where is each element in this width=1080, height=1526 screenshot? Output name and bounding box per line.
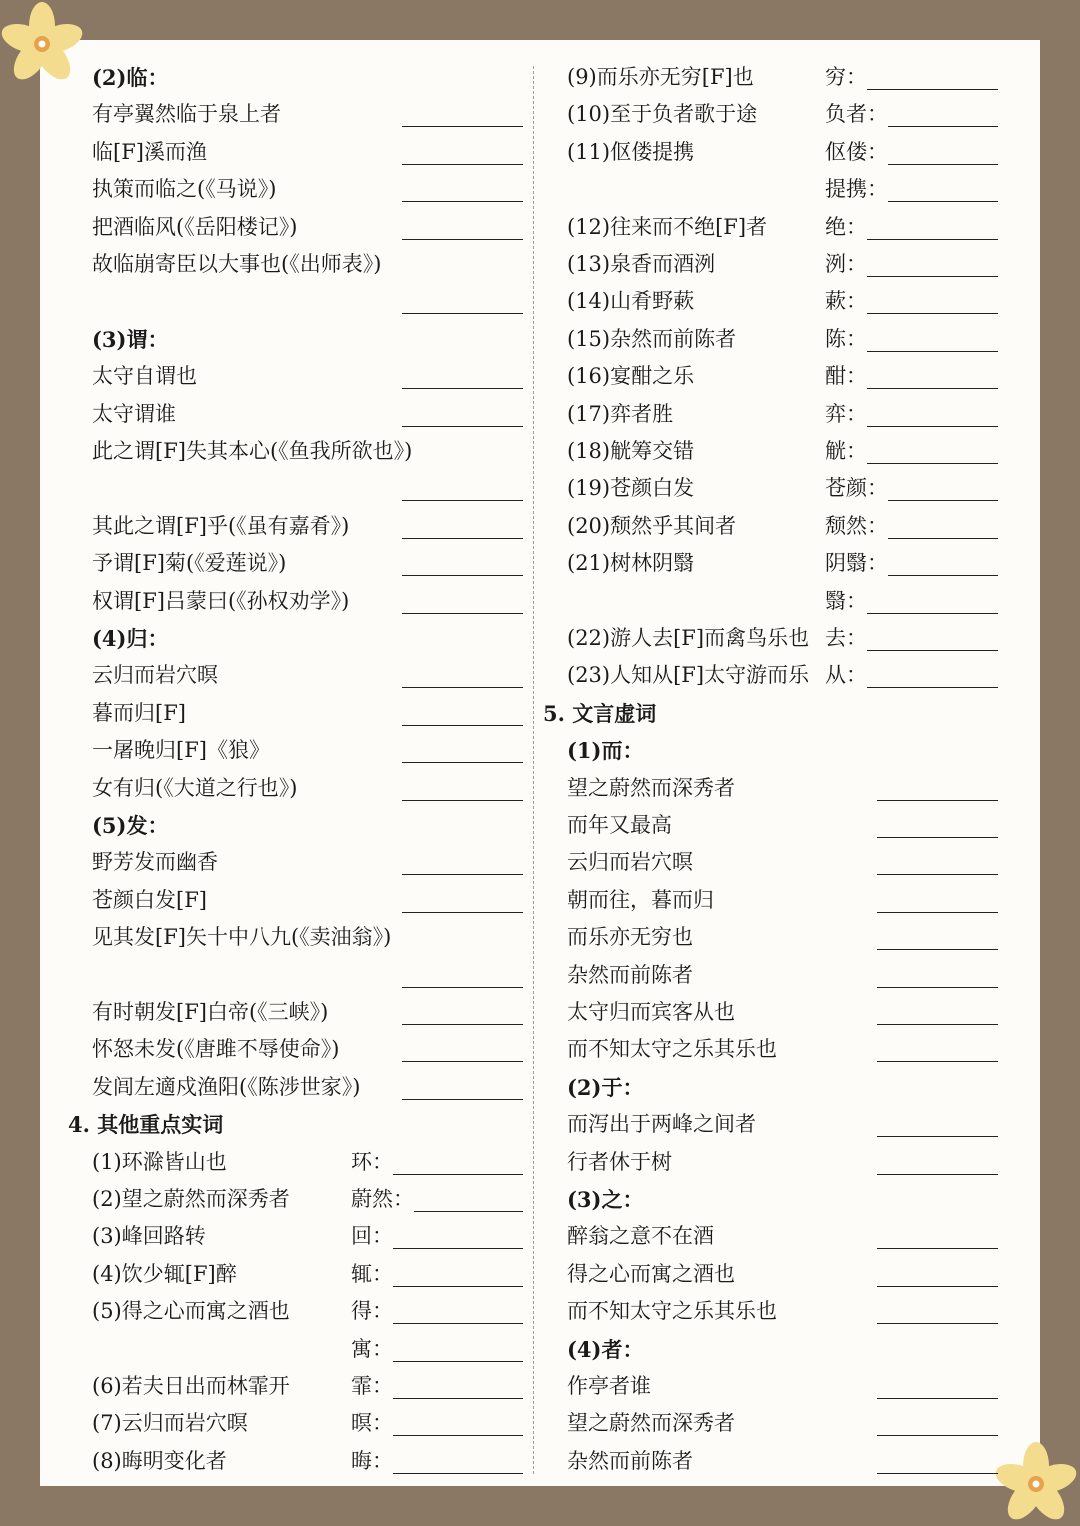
answer-blank[interactable] <box>867 276 998 277</box>
answer-blank[interactable] <box>867 388 998 389</box>
answer-blank[interactable] <box>867 313 998 314</box>
subsection-heading <box>567 1069 998 1106</box>
exercise-row <box>92 1181 523 1218</box>
exercise-row <box>567 994 998 1031</box>
row-text: (8)晦明变化者 <box>92 1448 227 1473</box>
exercise-row <box>92 209 523 246</box>
answer-blank[interactable] <box>402 687 523 688</box>
exercise-row <box>92 919 523 956</box>
answer-label: 洌： <box>825 252 867 276</box>
exercise-row <box>567 171 998 208</box>
exercise-row <box>567 1031 998 1068</box>
answer-label: 晦： <box>351 1448 393 1473</box>
answer-blank[interactable] <box>402 538 523 539</box>
exercise-row <box>92 134 523 171</box>
exercise-row <box>567 1293 998 1330</box>
row-text: (3)谓： <box>92 326 169 352</box>
exercise-row <box>92 1031 523 1068</box>
answer-blank[interactable] <box>402 201 523 202</box>
row-text: 而年又最高 <box>567 813 672 837</box>
exercise-row <box>92 1368 523 1405</box>
row-text: 怀怒未发(《唐雎不辱使命》) <box>92 1037 340 1062</box>
row-text: 发闾左適戍渔阳(《陈涉世家》) <box>92 1074 361 1099</box>
exercise-row <box>567 919 998 956</box>
answer-blank[interactable] <box>402 1024 523 1025</box>
row-text: 行者休于树 <box>567 1149 672 1174</box>
answer-blank[interactable] <box>888 164 998 165</box>
answer-blank[interactable] <box>877 1323 998 1324</box>
exercise-row <box>92 1069 523 1106</box>
answer-blank[interactable] <box>888 126 998 127</box>
answer-label: 弈： <box>825 401 867 426</box>
exercise-row <box>92 695 523 732</box>
exercise-row <box>92 994 523 1031</box>
row-text: 见其发[F]矢十中八九(《卖油翁》) <box>92 925 392 950</box>
answer-blank[interactable] <box>414 1211 523 1212</box>
exercise-row <box>92 508 523 545</box>
row-text: (2)于： <box>567 1074 644 1100</box>
row-text: 4. 其他重点实词 <box>68 1112 224 1138</box>
answer-blank[interactable] <box>402 762 523 763</box>
row-text: (16)宴酣之乐 <box>567 364 695 389</box>
answer-blank[interactable] <box>393 1435 523 1436</box>
row-text: 作亭者谁 <box>567 1374 651 1398</box>
row-text: 云归而岩穴暝 <box>567 850 693 875</box>
answer-blank[interactable] <box>877 987 998 988</box>
exercise-row <box>92 770 523 807</box>
exercise-row <box>92 657 523 694</box>
exercise-row <box>567 283 998 320</box>
row-text: (23)人知从[F]太守游而乐 <box>567 663 810 688</box>
section-title <box>543 695 998 732</box>
exercise-row <box>567 807 998 844</box>
exercise-row <box>92 583 523 620</box>
row-text: (7)云归而岩穴暝 <box>92 1411 248 1436</box>
exercise-row <box>567 882 998 919</box>
row-text: (21)树林阴翳 <box>567 551 695 576</box>
row-text: 杂然而前陈者 <box>567 1448 693 1473</box>
row-text: 其此之谓[F]乎(《虽有嘉肴》) <box>92 513 350 538</box>
answer-blank[interactable] <box>867 239 998 240</box>
exercise-row <box>567 470 998 507</box>
flower-decoration-bottom-right <box>994 1442 1078 1526</box>
row-text: 太守归而宾客从也 <box>567 1000 735 1024</box>
flower-decoration-top-left <box>0 2 84 86</box>
exercise-row <box>567 433 998 470</box>
answer-label: 颓然： <box>825 513 888 538</box>
answer-blank[interactable] <box>877 1174 998 1175</box>
row-text: 苍颜白发[F] <box>92 887 207 912</box>
answer-label: 苍颜： <box>825 476 888 501</box>
exercise-row <box>92 1293 523 1330</box>
exercise-row <box>92 171 523 208</box>
answer-label: 得： <box>351 1299 393 1324</box>
exercise-row <box>567 96 998 133</box>
section-title <box>68 1106 523 1143</box>
exercise-row <box>567 844 998 881</box>
subsection-heading <box>92 321 523 358</box>
answer-blank[interactable] <box>877 1286 998 1287</box>
row-text: 野芳发而幽香 <box>92 850 218 875</box>
row-text: 而不知太守之乐其乐也 <box>567 1037 777 1062</box>
row-text: 有亭翼然临于泉上者 <box>92 102 281 127</box>
exercise-row <box>567 508 998 545</box>
exercise-row <box>567 209 998 246</box>
row-text: (12)往来而不绝[F]者 <box>567 214 768 239</box>
exercise-row <box>92 882 523 919</box>
answer-blank[interactable] <box>867 351 998 352</box>
exercise-row <box>92 96 523 133</box>
exercise-row <box>92 1256 523 1293</box>
row-text: (18)觥筹交错 <box>567 439 695 463</box>
exercise-row <box>92 1218 523 1255</box>
row-text: 得之心而寓之酒也 <box>567 1261 735 1286</box>
exercise-row <box>92 732 523 769</box>
answer-blank[interactable] <box>877 1136 998 1137</box>
exercise-row <box>567 1368 998 1405</box>
exercise-row <box>567 1144 998 1181</box>
row-text: 而不知太守之乐其乐也 <box>567 1299 777 1324</box>
exercise-row <box>92 433 523 470</box>
answer-blank[interactable] <box>402 800 523 801</box>
row-text: (4)者： <box>567 1336 644 1362</box>
exercise-row <box>567 620 998 657</box>
exercise-row <box>567 957 998 994</box>
exercise-row <box>567 657 998 694</box>
row-text: 而泻出于两峰之间者 <box>567 1112 756 1137</box>
row-text: 女有归(《大道之行也》) <box>92 775 298 800</box>
row-text: (1)环滁皆山也 <box>92 1149 227 1174</box>
row-text: (2)临： <box>92 65 169 90</box>
answer-blank[interactable] <box>877 800 998 801</box>
row-text: (3)峰回路转 <box>92 1224 206 1249</box>
answer-label: 回： <box>351 1224 393 1249</box>
answer-blank[interactable] <box>877 1061 998 1062</box>
row-text: (17)弈者胜 <box>567 401 674 426</box>
row-text: 太守谓谁 <box>92 401 176 426</box>
exercise-row <box>92 470 523 507</box>
exercise-row <box>567 1218 998 1255</box>
answer-blank[interactable] <box>393 1473 523 1474</box>
row-text: (19)苍颜白发 <box>567 476 695 501</box>
subsection-heading <box>92 807 523 844</box>
row-text: 醉翁之意不在酒 <box>567 1224 714 1249</box>
exercise-row <box>92 283 523 320</box>
exercise-row <box>567 358 998 395</box>
row-text: 临[F]溪而渔 <box>92 139 207 164</box>
answer-blank[interactable] <box>888 201 998 202</box>
answer-blank[interactable] <box>402 388 523 389</box>
exercise-row <box>567 134 998 171</box>
answer-label: 伛偻： <box>825 139 888 164</box>
answer-label: 蔚然： <box>351 1187 414 1211</box>
answer-blank[interactable] <box>877 1435 998 1436</box>
answer-blank[interactable] <box>867 613 998 614</box>
row-text: (15)杂然而前陈者 <box>567 326 737 351</box>
answer-label: 环： <box>351 1149 393 1174</box>
answer-blank[interactable] <box>877 1024 998 1025</box>
answer-blank[interactable] <box>393 1398 523 1399</box>
subsection-heading <box>92 59 523 96</box>
answer-blank[interactable] <box>402 500 523 501</box>
exercise-row <box>92 1144 523 1181</box>
answer-label: 翳： <box>825 588 867 613</box>
answer-blank[interactable] <box>402 987 523 988</box>
answer-label: 穷： <box>825 65 867 89</box>
answer-blank[interactable] <box>402 613 523 614</box>
answer-blank[interactable] <box>888 575 998 576</box>
row-text: 把酒临风(《岳阳楼记》) <box>92 214 298 239</box>
exercise-row <box>92 1405 523 1442</box>
exercise-row <box>92 246 523 283</box>
answer-label: 暝： <box>351 1411 393 1436</box>
row-text: (6)若夫日出而林霏开 <box>92 1374 290 1398</box>
answer-blank[interactable] <box>393 1174 523 1175</box>
row-text: 云归而岩穴暝 <box>92 663 218 688</box>
subsection-heading <box>567 732 998 769</box>
exercise-row <box>567 1256 998 1293</box>
answer-label: 陈： <box>825 326 867 351</box>
row-text: (4)归： <box>92 626 169 651</box>
row-text: (22)游人去[F]而禽鸟乐也 <box>567 626 810 650</box>
row-text: 太守自谓也 <box>92 364 197 389</box>
exercise-row <box>567 1405 998 1442</box>
answer-label: 蔌： <box>825 289 867 314</box>
answer-blank[interactable] <box>867 650 998 651</box>
answer-blank[interactable] <box>888 538 998 539</box>
row-text: 望之蔚然而深秀者 <box>567 775 735 800</box>
answer-blank[interactable] <box>393 1361 523 1362</box>
answer-label: 负者： <box>825 102 888 127</box>
answer-blank[interactable] <box>402 164 523 165</box>
answer-label: 辄： <box>351 1261 393 1286</box>
answer-blank[interactable] <box>402 912 523 913</box>
exercise-row <box>567 59 998 96</box>
answer-label: 去： <box>825 626 867 650</box>
answer-blank[interactable] <box>877 912 998 913</box>
answer-blank[interactable] <box>867 463 998 464</box>
answer-label: 寓： <box>351 1336 393 1361</box>
row-text: (20)颓然乎其间者 <box>567 513 737 538</box>
answer-blank[interactable] <box>877 1248 998 1249</box>
exercise-row <box>567 1443 998 1480</box>
row-text: 故临崩寄臣以大事也(《出师表》) <box>92 252 382 276</box>
answer-blank[interactable] <box>877 1398 998 1399</box>
exercise-row <box>567 246 998 283</box>
answer-blank[interactable] <box>402 874 523 875</box>
answer-blank[interactable] <box>877 874 998 875</box>
exercise-row <box>567 321 998 358</box>
exercise-row <box>92 358 523 395</box>
answer-label: 从： <box>825 663 867 688</box>
row-text: (10)至于负者歌于途 <box>567 102 758 127</box>
row-text: (2)望之蔚然而深秀者 <box>92 1187 290 1211</box>
answer-label: 阴翳： <box>825 551 888 576</box>
answer-label: 觥： <box>825 439 867 463</box>
exercise-row <box>567 1106 998 1143</box>
answer-label: 霏： <box>351 1374 393 1398</box>
exercise-row <box>567 545 998 582</box>
row-text: 5. 文言虚词 <box>543 700 657 726</box>
exercise-row <box>567 583 998 620</box>
answer-blank[interactable] <box>867 426 998 427</box>
answer-blank[interactable] <box>393 1286 523 1287</box>
row-text: 此之谓[F]失其本心(《鱼我所欲也》) <box>92 439 413 463</box>
exercise-row <box>92 844 523 881</box>
answer-blank[interactable] <box>877 837 998 838</box>
exercise-row <box>92 396 523 433</box>
subsection-heading <box>92 620 523 657</box>
exercise-row <box>567 770 998 807</box>
row-text: 一屠晚归[F]《狼》 <box>92 738 270 763</box>
answer-blank[interactable] <box>402 725 523 726</box>
answer-blank[interactable] <box>402 239 523 240</box>
row-text: 予谓[F]菊(《爱莲说》) <box>92 551 287 576</box>
answer-label: 绝： <box>825 214 867 239</box>
exercise-row <box>567 396 998 433</box>
row-text: 而乐亦无穷也 <box>567 925 693 950</box>
subsection-heading <box>567 1331 998 1368</box>
row-text: (4)饮少辄[F]醉 <box>92 1261 237 1286</box>
row-text: 暮而归[F] <box>92 700 186 725</box>
answer-blank[interactable] <box>402 126 523 127</box>
row-text: 有时朝发[F]白帝(《三峡》) <box>92 1000 329 1024</box>
answer-blank[interactable] <box>402 575 523 576</box>
answer-blank[interactable] <box>877 949 998 950</box>
row-text: 执策而临之(《马说》) <box>92 177 277 202</box>
row-text: (5)发： <box>92 813 169 838</box>
row-text: (13)泉香而酒洌 <box>567 252 716 276</box>
row-text: (14)山肴野蔌 <box>567 289 695 314</box>
row-text: (3)之： <box>567 1187 644 1212</box>
row-text: (5)得之心而寓之酒也 <box>92 1299 290 1324</box>
row-text: 权谓[F]吕蒙曰(《孙权劝学》) <box>92 588 350 613</box>
exercise-row <box>92 957 523 994</box>
exercise-row <box>92 1443 523 1480</box>
answer-blank[interactable] <box>402 426 523 427</box>
row-text: (11)伛偻提携 <box>567 139 695 164</box>
row-text: (9)而乐亦无穷[F]也 <box>567 65 754 89</box>
answer-label: 酣： <box>825 364 867 389</box>
answer-blank[interactable] <box>402 1099 523 1100</box>
row-text: (1)而： <box>567 738 644 764</box>
answer-blank[interactable] <box>402 313 523 314</box>
exercise-row <box>92 545 523 582</box>
row-text: 朝而往，暮而归 <box>567 887 714 912</box>
answer-blank[interactable] <box>867 687 998 688</box>
row-text: 杂然而前陈者 <box>567 962 693 987</box>
column-divider <box>533 66 534 1474</box>
answer-blank[interactable] <box>402 1061 523 1062</box>
row-text: 望之蔚然而深秀者 <box>567 1411 735 1436</box>
subsection-heading <box>567 1181 998 1218</box>
answer-blank[interactable] <box>867 89 998 90</box>
answer-blank[interactable] <box>877 1473 998 1474</box>
answer-blank[interactable] <box>393 1323 523 1324</box>
answer-blank[interactable] <box>393 1248 523 1249</box>
answer-blank[interactable] <box>888 500 998 501</box>
answer-label: 提携： <box>825 177 888 202</box>
exercise-row <box>92 1331 523 1368</box>
